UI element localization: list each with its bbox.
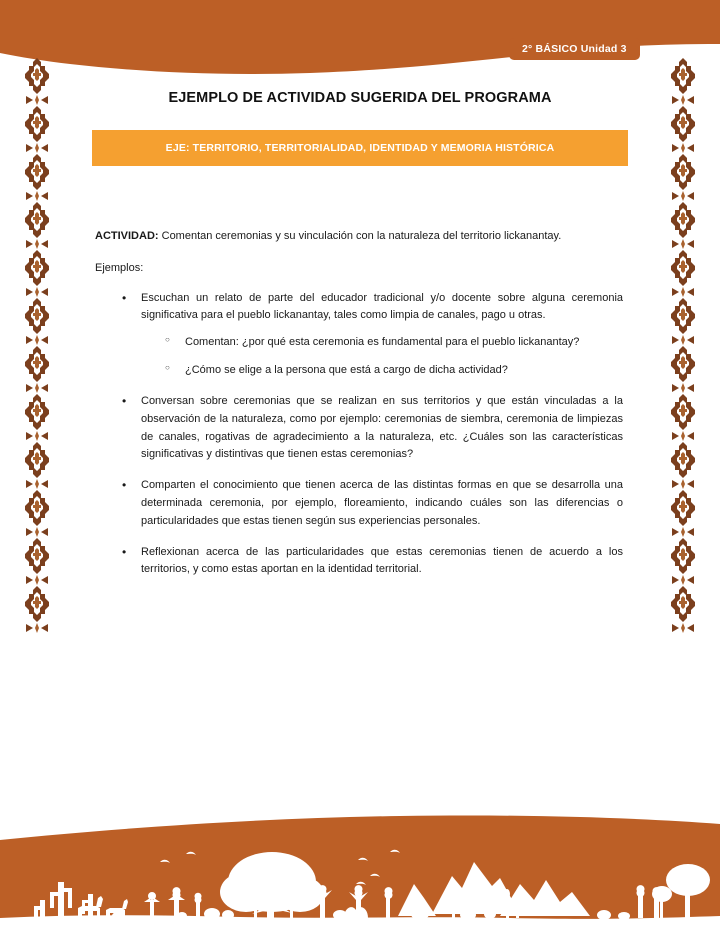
activity-body: [95, 228, 623, 592]
andean-border-right: [670, 58, 696, 644]
unit-badge: 2° BÁSICO Unidad 3: [509, 38, 640, 60]
activity-bullet-text: Reflexionan acerca de las particularidades que estas ceremonias tienen de acuerdo a los territorios, y como estas aportan en la identidad territorial.: [141, 545, 623, 576]
eje-banner: EJE: TERRITORIO, TERRITORIALIDAD, IDENTIDAD Y MEMORIA HISTÓRICA: [92, 130, 628, 166]
activity-statement: [95, 228, 623, 246]
page-title: EJEMPLO DE ACTIVIDAD SUGERIDA DEL PROGRAMA: [168, 90, 552, 106]
activity-text: Comentan ceremonias y su vinculación con la naturaleza del territorio lickanantay.: [158, 230, 562, 242]
document-header-block: [92, 78, 628, 166]
activity-bullet-text: Comparten el conocimiento que tienen acerca de las distintas formas en que se desarrolla una determinada ceremonia, por ejemplo, floreamiento, indicando cuáles son las diferencias o particularidades que estas tienen según sus experiencias personales.: [141, 479, 623, 527]
activity-bullet-text: Escuchan un relato de parte del educador tradicional y/o docente sobre alguna ceremonia significativa para el pueblo lickanantay, tales como limpia de canales, pago u otras.: [141, 291, 623, 322]
activity-label: ACTIVIDAD:: [95, 230, 159, 242]
activity-bullet-list: [95, 290, 623, 580]
activity-subbullet: ○ ¿Cómo se elige a la persona que está a cargo de dicha actividad?: [141, 362, 623, 380]
activity-subbullet-list: [141, 334, 623, 380]
atacama-landscape-silhouette: [0, 814, 720, 932]
activity-subbullet: ○ Comentan: ¿por qué esta ceremonia es fundamental para el pueblo lickanantay?: [141, 334, 623, 352]
activity-bullet-text: Conversan sobre ceremonias que se realizan en sus territorios y que están vinculadas a la observación de la naturaleza, como por ejemplo: ceremonias de siembra, ceremonia de limpiezas de canales, rogativas de agradecimiento a la naturaleza, etc. ¿Cuáles son las características significativas y distintivas que tienen estas ceremonias?: [141, 394, 623, 461]
examples-label: Ejemplos:: [95, 261, 144, 274]
activity-bullet: [95, 477, 623, 530]
andean-border-left: [24, 58, 50, 644]
activity-bullet: [95, 393, 623, 464]
activity-bullet: [95, 544, 623, 580]
activity-bullet: [95, 290, 623, 380]
